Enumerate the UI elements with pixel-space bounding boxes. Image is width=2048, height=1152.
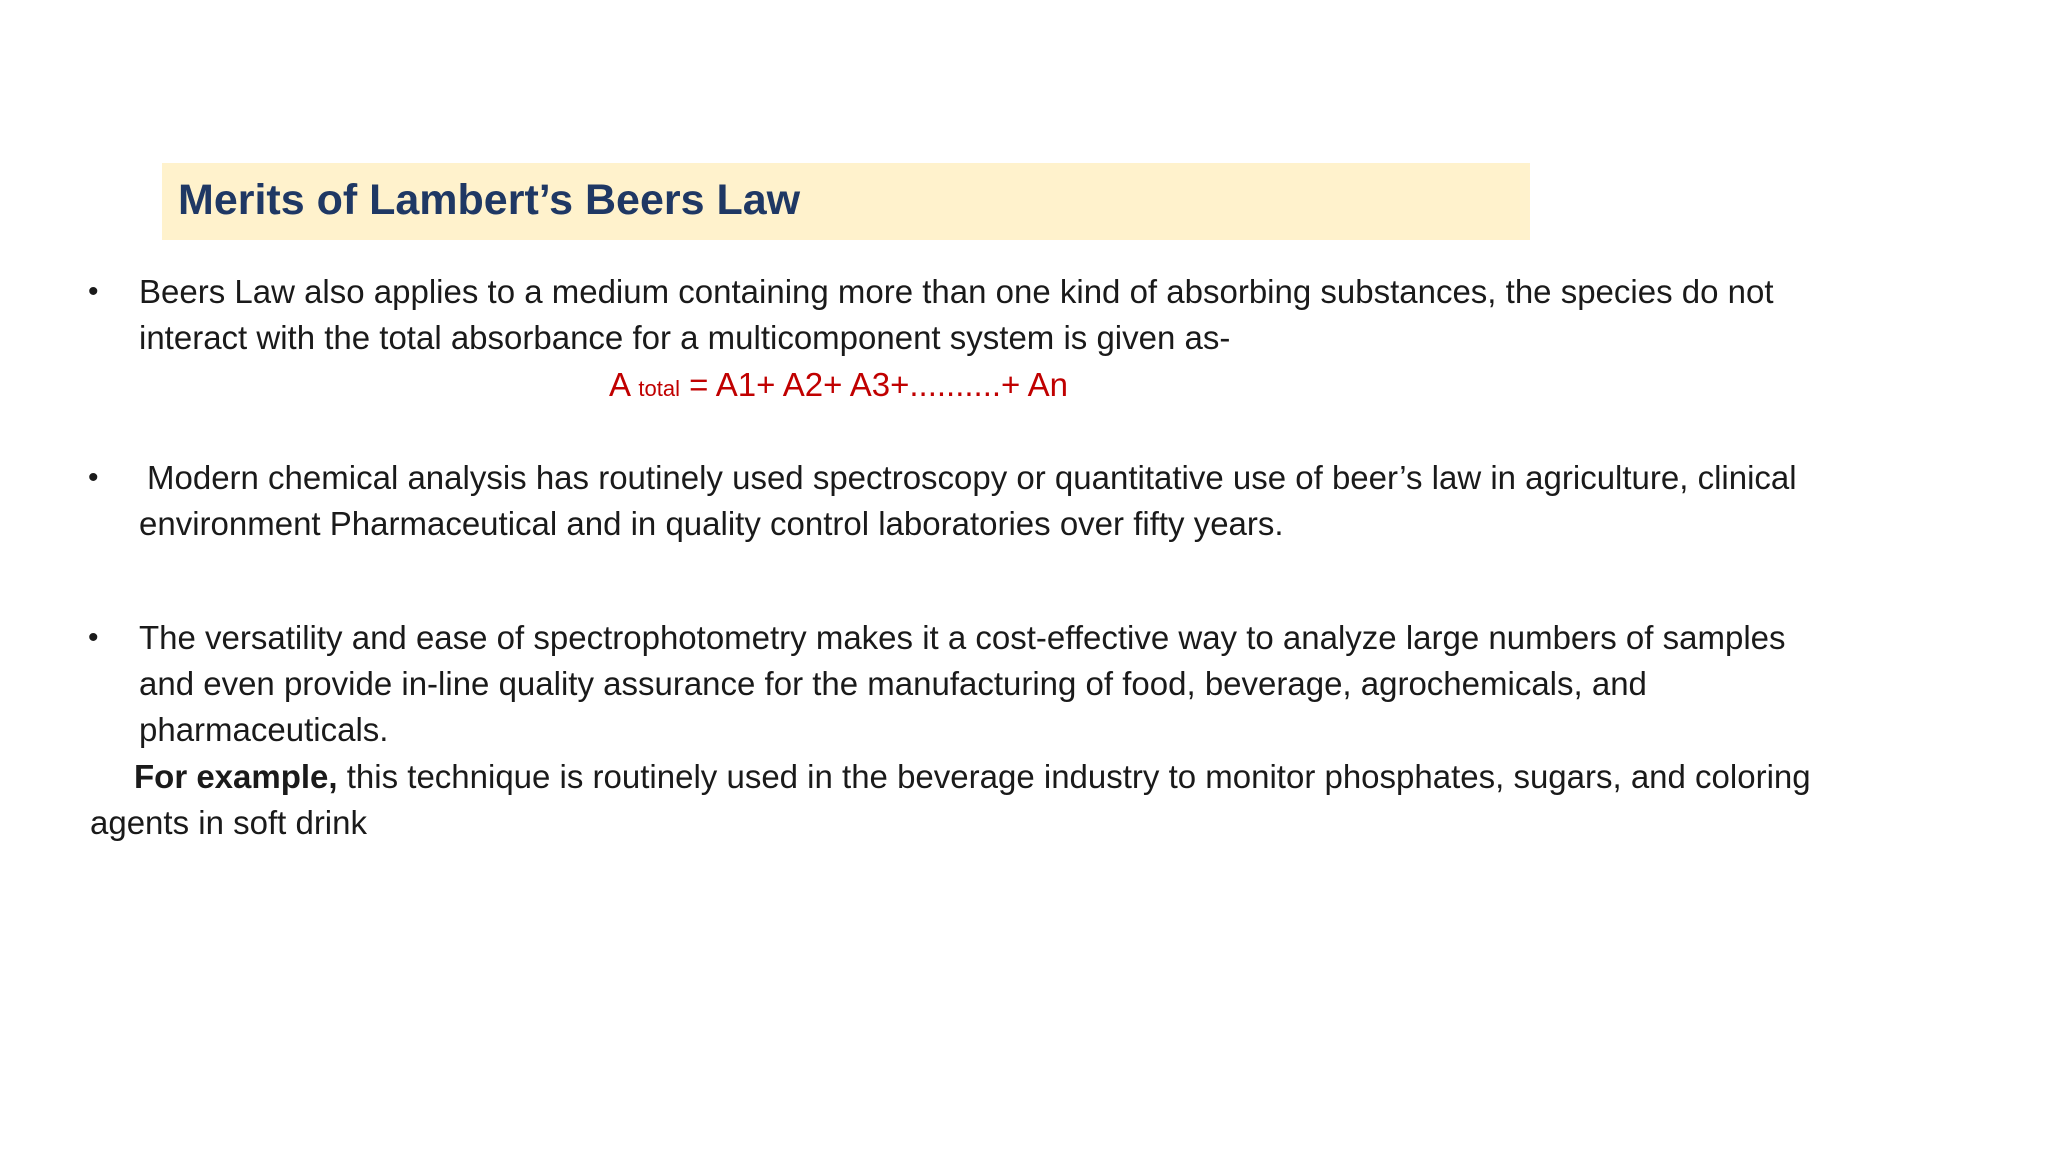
bullet-3-line-1: The versatility and ease of spectrophotometry makes it a cost-effective way to analyze large numbers of samples — [139, 619, 1786, 656]
formula-rhs: = A1+ A2+ A3+..........+ An — [689, 366, 1069, 403]
formula-lhs: A — [609, 366, 630, 403]
bullet-marker-1: • — [88, 275, 99, 308]
absorbance-formula — [609, 362, 1068, 412]
formula-subscript: total — [638, 376, 680, 401]
bullet-2-line-2: environment Pharmaceutical and in quality control laboratories over fifty years. — [139, 505, 1284, 542]
slide-title: Merits of Lambert’s Beers Law — [178, 176, 801, 224]
bullet-3-line-2: and even provide in-line quality assurance for the manufacturing of food, beverage, agrochemicals, and — [139, 665, 1647, 702]
example-line-1 — [134, 754, 1811, 800]
title-banner — [162, 163, 1530, 240]
example-line-2: agents in soft drink — [90, 804, 367, 841]
bullet-1-line-2: interact with the total absorbance for a multicomponent system is given as- — [139, 319, 1231, 356]
bullet-3-line-3: pharmaceuticals. — [139, 711, 389, 748]
bullet-1-line-1: Beers Law also applies to a medium containing more than one kind of absorbing substances, the species do not — [139, 273, 1774, 310]
example-label: For example, — [134, 758, 338, 795]
bullet-2-line-1: Modern chemical analysis has routinely used spectroscopy or quantitative use of beer’s law in agriculture, clinical — [147, 459, 1797, 496]
bullet-marker-2: • — [88, 461, 99, 494]
example-text: this technique is routinely used in the beverage industry to monitor phosphates, sugars, and coloring — [346, 758, 1811, 795]
bullet-marker-3: • — [88, 621, 99, 654]
